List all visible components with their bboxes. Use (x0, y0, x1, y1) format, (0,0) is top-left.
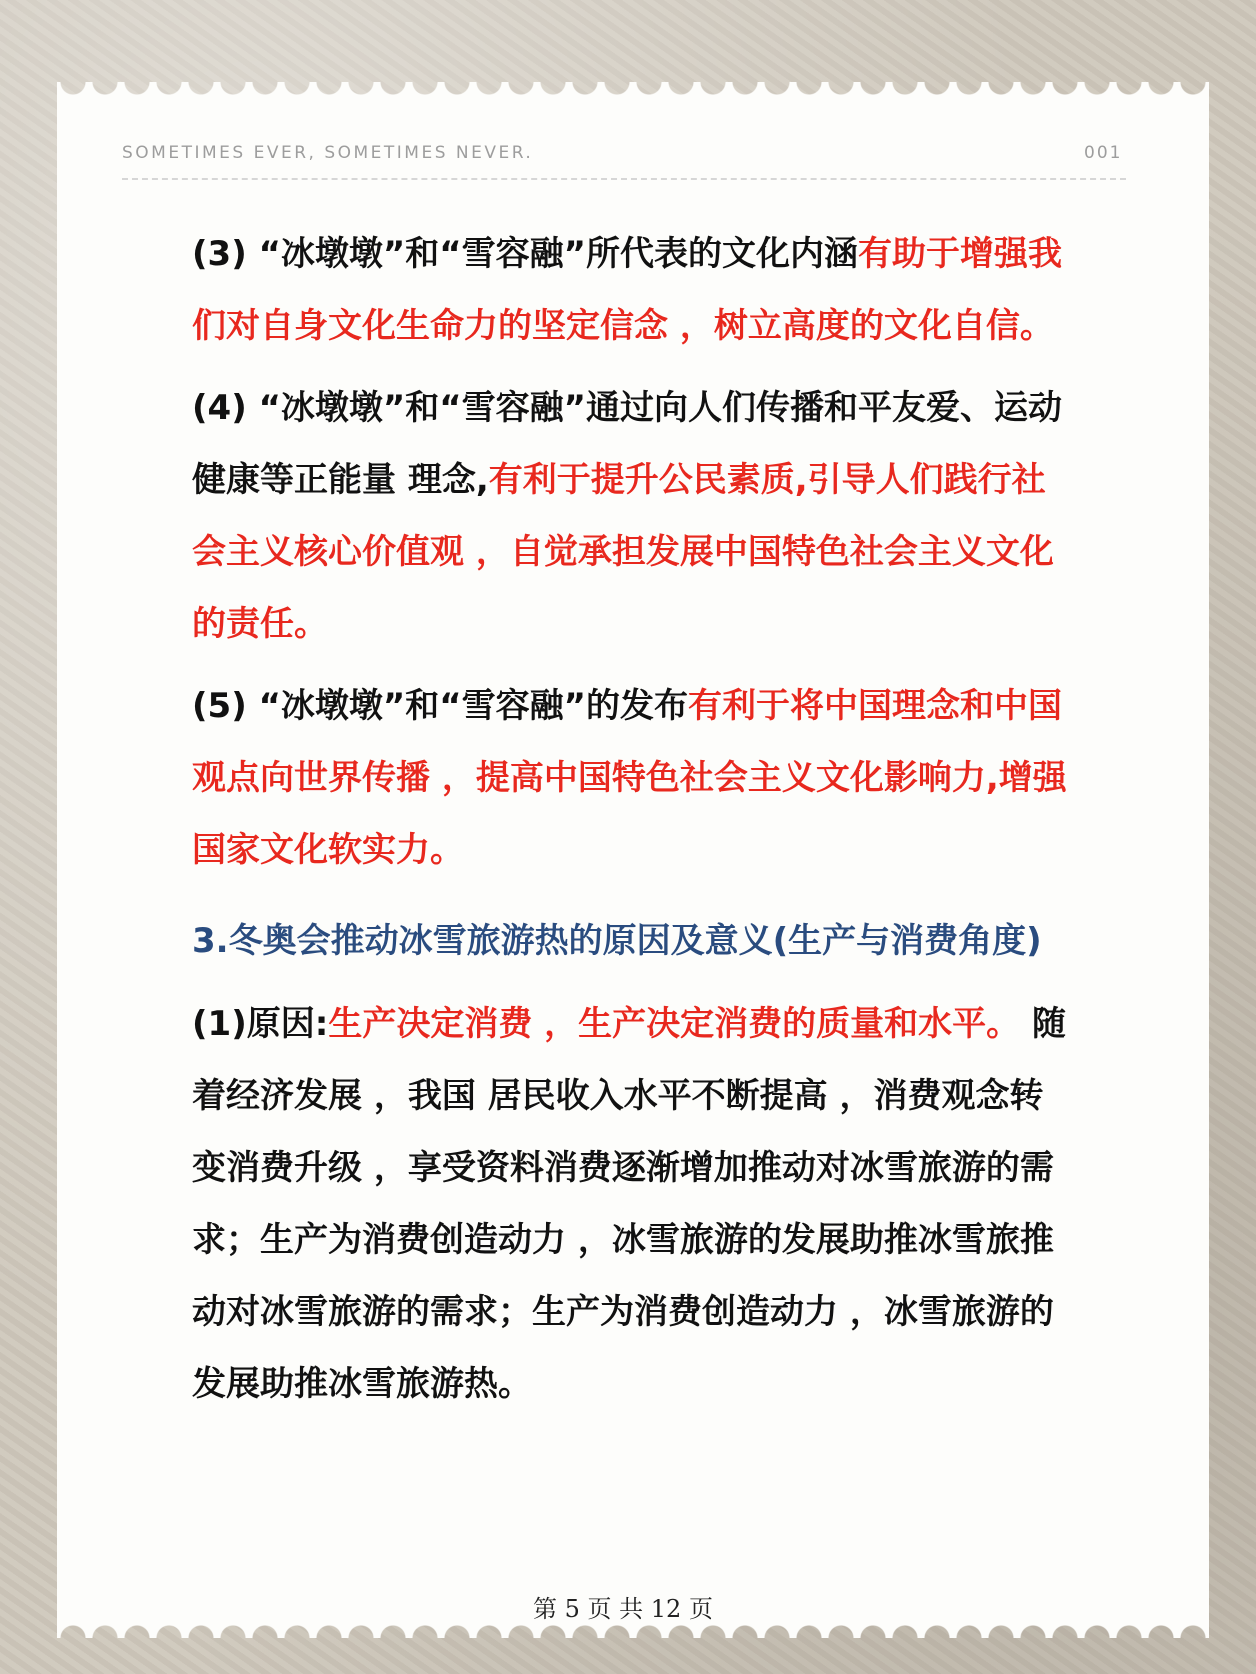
paragraph-reason (192, 988, 1072, 1420)
reason-highlight: 生产决定消费 ，生产决定消费的质量和水平。 (328, 1004, 1021, 1044)
paragraph-3-highlight: 有助于增强我们对自身文化生命力的坚定信念 ，树立高度的文化自信。 (192, 234, 1062, 346)
section-title: 3.冬奥会推动冰雪旅游热的原因及意义(生产与消费角度) (192, 921, 1042, 961)
paragraph-4-text: (4) “冰墩墩”和“雪容融”通过向人们传播和平友爱、运动健康等正能量 理念, (192, 388, 1062, 500)
paragraph-3-text: (3) “冰墩墩”和“雪容融”所代表的文化内涵 (192, 234, 858, 274)
header-divider (122, 178, 1126, 180)
paragraph-4 (192, 372, 1072, 660)
paragraph-5-highlight: 有利于将中国理念和中国观点向世界传播 ，提高中国特色社会主义文化影响力,增强国家文化软实力。 (192, 686, 1067, 870)
page-number-label: 001 (1084, 143, 1123, 163)
paragraph-4-highlight: 有利于提升公民素质,引导人们践行社会主义核心价值观 ，自觉承担发展中国特色社会主义文化的责任。 (192, 460, 1054, 644)
header-slogan: SOMETIMES EVER, SOMETIMES NEVER. (122, 143, 534, 163)
paragraph-5 (192, 670, 1072, 886)
page-footer: 第 5 页 共 12 页 (533, 1595, 713, 1623)
reason-text: 随着经济发展 ，我国 居民收入水平不断提高 ，消费观念转变消费升级 ，享受资料消费逐渐增加推动对冰雪旅游的需求；生产为消费创造动力 ，冰雪旅游的发展助推冰雪旅推动对冰雪旅游的需求；生产为消费创造动力 ，冰雪旅游的发展助推冰雪旅游热。 (192, 1004, 1067, 1404)
document-body (192, 218, 1072, 1430)
paragraph-5-text: (5) “冰墩墩”和“雪容融”的发布 (192, 686, 688, 726)
reason-label: (1)原因: (192, 1004, 329, 1044)
paragraph-3 (192, 218, 1072, 362)
